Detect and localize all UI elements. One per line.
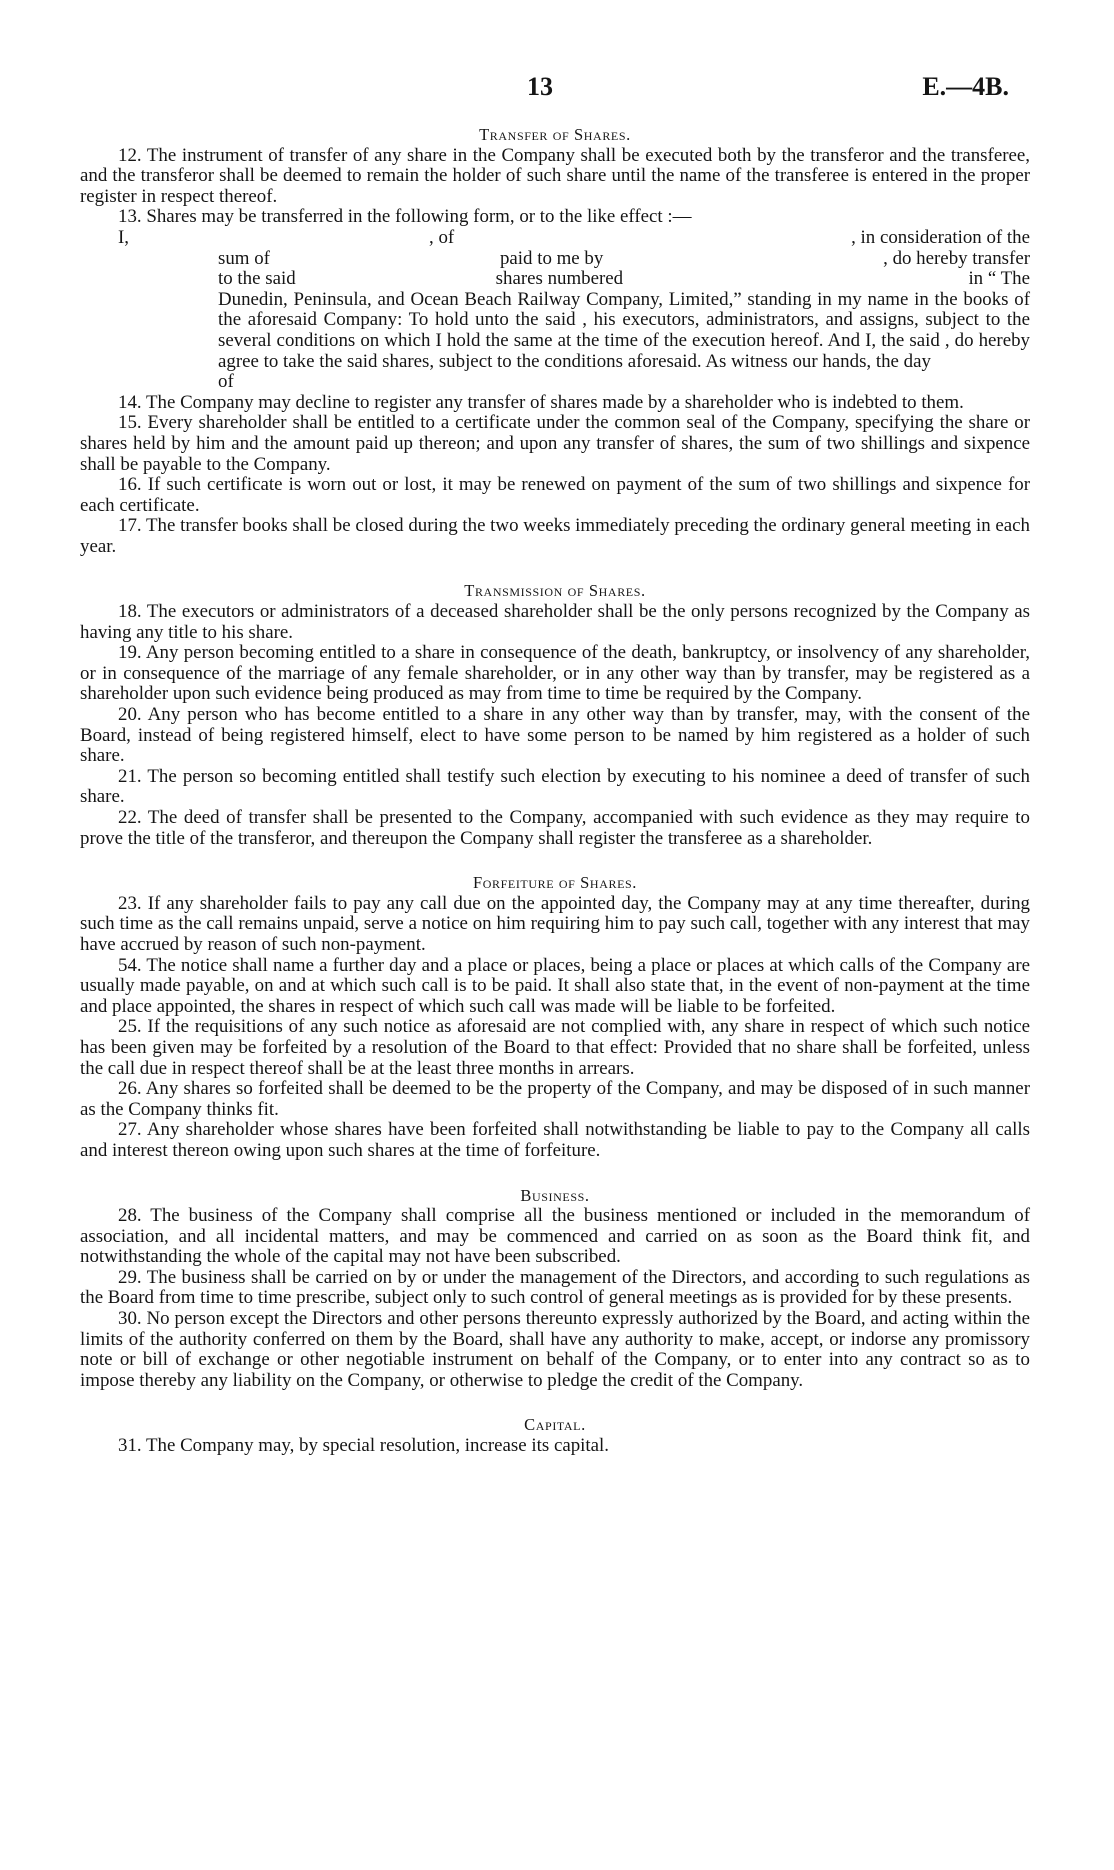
- section-heading: Transmission of Shares.: [464, 581, 646, 601]
- clause-22: 22. The deed of transfer shall be presented to the Company, accompanied with such evidence as they may require to prove the title of the transferor, and thereupon the Company shall register the transferee as a shareholder.: [80, 807, 1030, 849]
- clause-29: 29. The business shall be carried on by or under the management of the Directors, and according to such regulations as the Board from time to time prescribe, subject only to such control of general meetings as is provided for by these presents.: [80, 1266, 1030, 1309]
- form-body-text: Dunedin, Peninsula, and Ocean Beach Railway Company, Limited,” standing in my name in the books of the aforesaid Company: To hold unto the said , his executors, administrators, and assigns, subject to the several conditions on which I hold the same at the time of the execution hereof. And I, the said , do hereby agree to take the said shares, subject to the conditions aforesaid. As witness our hands, the day: [218, 288, 1030, 372]
- clause-16: 16. If such certificate is worn out or lost, it may be renewed on payment of the sum of two shillings and sixpence for each certificate.: [80, 474, 1030, 516]
- form-field-label: , in consideration of the: [851, 226, 1030, 248]
- section-heading: Business.: [520, 1185, 590, 1205]
- form-field-label: sum of: [218, 247, 270, 269]
- page-header: [0, 72, 1114, 112]
- section-heading: Capital.: [524, 1415, 586, 1435]
- form-field-label: , do hereby transfer: [883, 247, 1030, 269]
- clause-27: 27. Any shareholder whose shares have been forfeited shall notwithstanding be liable to pay to the Company all calls and interest thereon owing upon such shares at the time of forfeiture.: [80, 1119, 1030, 1161]
- clause-13-intro: 13. Shares may be transferred in the following form, or to the like effect :—: [118, 206, 692, 228]
- clause-24: 54. The notice shall name a further day and a place or places, being a place or places at which calls of the Company are usually made payable, on and at which such call is to be paid. It shall also state that, in the event of non-payment at the time and place appointed, the shares in respect of which such call was made will be liable to be forfeited.: [80, 954, 1030, 1017]
- clause-12: 12. The instrument of transfer of any share in the Company shall be executed both by the transferor and the transferee, and the transferor shall be deemed to remain the holder of such share until the name of the transferee is entered in the proper register in respect thereof.: [80, 144, 1030, 207]
- clause-26: 26. Any shares so forfeited shall be deemed to be the property of the Company, and may be disposed of in such manner as the Company thinks fit.: [80, 1078, 1030, 1120]
- form-field-label: paid to me by: [499, 247, 604, 269]
- clause-21: 21. The person so becoming entitled shall testify such election by executing to his nominee a deed of transfer of such share.: [80, 765, 1030, 808]
- section-forfeiture-of-shares: [80, 873, 1030, 1161]
- form-line-3: [118, 269, 1030, 290]
- clause-31: 31. The Company may, by special resolution, increase its capital.: [118, 1435, 610, 1457]
- document-code: E.—4B.: [922, 72, 1009, 101]
- form-field-label: shares numbered: [495, 268, 624, 290]
- clause-15: 15. Every shareholder shall be entitled to a certificate under the common seal of the Company, specifying the share or shares held by him and the amount paid up thereon; and upon any transfer of shares, the sum of two shillings and sixpence shall be payable to the Company.: [80, 412, 1030, 475]
- clause-25: 25. If the requisitions of any such notice as aforesaid are not complied with, any share in respect of which such notice has been given may be forfeited by a resolution of the Board to that effect: Provided that no share shall be forfeited, unless the call due in respect thereof shall be at the least three months in arrears.: [80, 1016, 1030, 1079]
- form-field-label: I,: [118, 226, 130, 248]
- section-business: [80, 1186, 1030, 1392]
- form-last-line: of: [218, 371, 234, 393]
- section-transfer-of-shares: [80, 125, 1030, 557]
- form-field-label: , of: [429, 226, 455, 248]
- clause-14: 14. The Company may decline to register any transfer of shares made by a shareholder who is indebted to them.: [118, 391, 964, 413]
- form-field-label: in “ The: [968, 268, 1030, 290]
- section-capital: [80, 1415, 1030, 1456]
- section-transmission-of-shares: [80, 581, 1030, 849]
- clause-19: 19. Any person becoming entitled to a share in consequence of the death, bankruptcy, or insolvency of any shareholder, or in consequence of the marriage of any female shareholder, or in any other way than by transfer, may be registered as a shareholder upon such evidence being produced as may from time to time be required by the Company.: [80, 642, 1030, 705]
- clause-18: 18. The executors or administrators of a deceased shareholder shall be the only persons recognized by the Company as having any title to his share.: [80, 601, 1030, 643]
- form-field-label: to the said: [218, 268, 296, 290]
- section-heading: Transfer of Shares.: [479, 125, 631, 144]
- clause-17: 17. The transfer books shall be closed during the two weeks immediately preceding the ordinary general meeting in each year.: [80, 515, 1030, 557]
- section-heading: Forfeiture of Shares.: [472, 873, 637, 893]
- form-line-1: [118, 228, 1030, 249]
- clause-20: 20. Any person who has become entitled to a share in any other way than by transfer, may, with the consent of the Board, instead of being registered himself, elect to have some person to be named by him registered as a holder of such share.: [80, 704, 1030, 767]
- transfer-form: [118, 228, 1030, 393]
- page-number: 13: [527, 72, 553, 101]
- page-body: [80, 125, 1030, 1457]
- form-line-2: [118, 249, 1030, 270]
- clause-23: 23. If any shareholder fails to pay any call due on the appointed day, the Company may at any time thereafter, during such time as the call remains unpaid, serve a notice on him requiring him to pay such call, together with any interest that may have accrued by reason of such non-payment.: [80, 892, 1030, 955]
- clause-30: 30. No person except the Directors and other persons thereunto expressly authorized by the Board, and acting within the limits of the authority conferred on them by the Board, shall have any authority to make, accept, or indorse any promissory note or bill of exchange or other negotiable instrument on behalf of the Company, or to enter into any contract so as to impose thereby any liability on the Company, or otherwise to pledge the credit of the Company.: [80, 1308, 1030, 1391]
- clause-28: 28. The business of the Company shall comprise all the business mentioned or included in the memorandum of association, and all incidental matters, and may be commenced and carried on as soon as the Board think fit, and notwithstanding the whole of the capital may not have been subscribed.: [80, 1205, 1030, 1268]
